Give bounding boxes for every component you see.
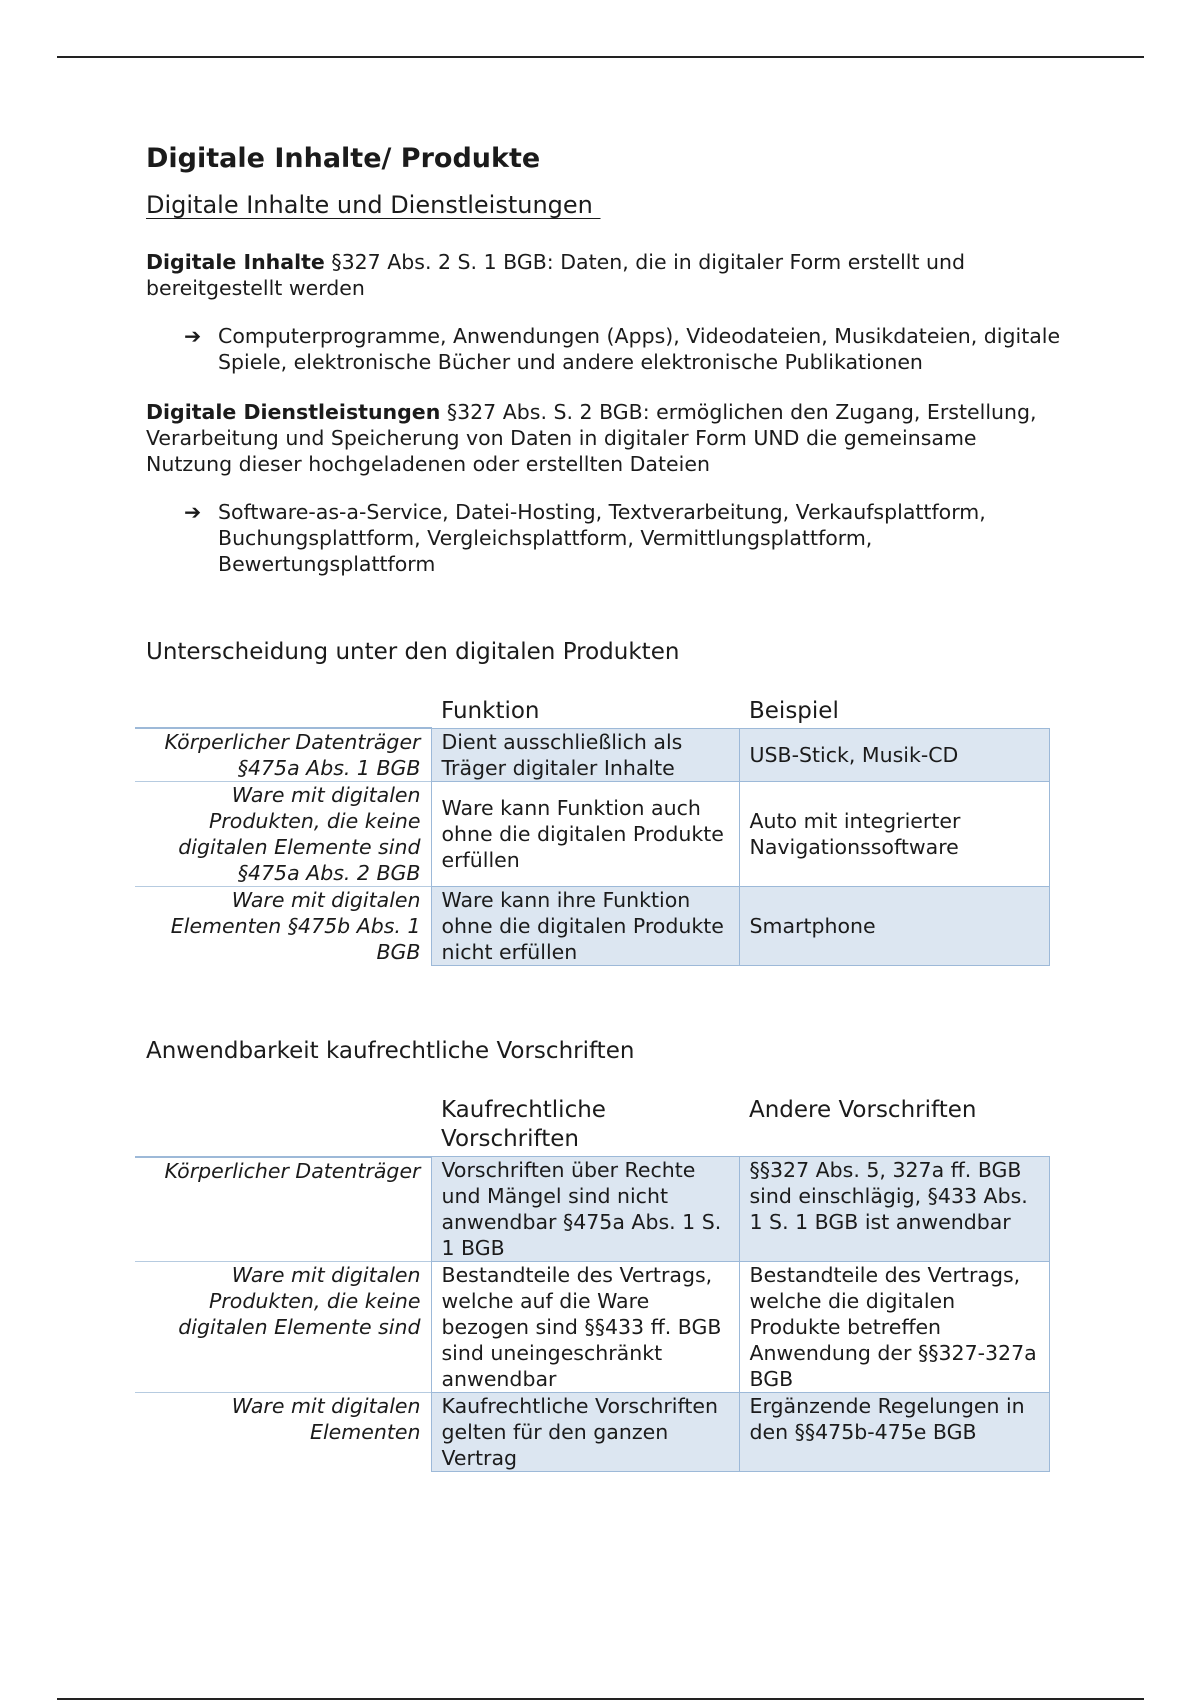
table-row: [135, 728, 1049, 782]
cell-beispiel: Auto mit integrierter Navigationssoftware: [739, 782, 1049, 887]
section-subtitle: Digitale Inhalte und Dienstleistungen: [146, 191, 601, 220]
header-rule: [57, 56, 1144, 58]
examples-text: Software-as-a-Service, Datei-Hosting, Textverarbeitung, Verkaufsplattform, Buchungsplattform, Vergleichsplattform, Vermittlungsplattform, Bewertungsplattform: [218, 500, 986, 577]
digitale-inhalte-examples: [146, 323, 1066, 375]
cell-andere: Ergänzende Regelungen in den §§475b-475e BGB: [739, 1393, 1049, 1472]
cell-beispiel: Smartphone: [739, 887, 1049, 966]
table-row: [135, 782, 1049, 887]
digitale-inhalte-paragraph: [146, 249, 1066, 301]
cell-kaufrechtliche: Vorschriften über Rechte und Mängel sind nicht anwendbar §475a Abs. 1 S. 1 BGB: [431, 1157, 739, 1262]
header-beispiel: Beispiel: [749, 697, 839, 724]
digitale-dienstleistungen-paragraph: [146, 399, 1066, 477]
table-row: [135, 1157, 1049, 1262]
header-kaufrechtliche: Kaufrechtliche Vorschriften: [441, 1097, 606, 1153]
header-empty: [135, 697, 431, 729]
row-label: Ware mit digitalen Elementen: [135, 1393, 431, 1472]
arrow-icon: ➔: [184, 324, 202, 349]
row-label: Ware mit digitalen Produkten, die keine digitalen Elemente sind §475a Abs. 2 BGB: [135, 782, 431, 887]
cell-funktion: Ware kann Funktion auch ohne die digitalen Produkte erfüllen: [431, 782, 739, 887]
section-heading-anwendbarkeit: Anwendbarkeit kaufrechtliche Vorschriften: [146, 1038, 635, 1065]
header-funktion: Funktion: [441, 697, 540, 724]
cell-andere: §§327 Abs. 5, 327a ff. BGB sind einschlägig, §433 Abs. 1 S. 1 BGB ist anwendbar: [739, 1157, 1049, 1262]
row-label: Körperlicher Datenträger §475a Abs. 1 BGB: [135, 728, 431, 782]
digitale-dienstleistungen-term: Digitale Dienstleistungen: [146, 400, 441, 425]
header-andere: Andere Vorschriften: [749, 1097, 977, 1124]
row-label: Ware mit digitalen Elementen §475b Abs. 1 BGB: [135, 887, 431, 966]
section-heading-unterscheidung: Unterscheidung unter den digitalen Produkten: [146, 639, 680, 666]
row-label: Ware mit digitalen Produkten, die keine digitalen Elemente sind: [135, 1262, 431, 1393]
digitale-inhalte-definition: §327 Abs. 2 S. 1 BGB: Daten, die in digitaler Form erstellt und bereitgestellt werden: [146, 250, 966, 301]
table-header-row: [135, 697, 1049, 729]
cell-beispiel: USB-Stick, Musik-CD: [739, 728, 1049, 782]
cell-andere: Bestandteile des Vertrags, welche die digitalen Produkte betreffen Anwendung der §§327-327a BGB: [739, 1262, 1049, 1393]
table-row: [135, 887, 1049, 966]
unterscheidung-table: [135, 697, 1050, 967]
arrow-icon: ➔: [184, 500, 202, 525]
row-label: Körperlicher Datenträger: [135, 1157, 431, 1262]
table-header-row: [135, 1096, 1049, 1157]
document-body: [146, 143, 1066, 1472]
digitale-dienstleistungen-examples: [146, 499, 1066, 577]
table-row: [135, 1262, 1049, 1393]
page-title: Digitale Inhalte/ Produkte: [146, 143, 541, 174]
anwendbarkeit-table: [135, 1096, 1050, 1472]
digitale-inhalte-term: Digitale Inhalte: [146, 250, 325, 275]
table-row: [135, 1393, 1049, 1472]
cell-funktion: Ware kann ihre Funktion ohne die digitalen Produkte nicht erfüllen: [431, 887, 739, 966]
header-empty: [135, 1096, 431, 1157]
cell-kaufrechtliche: Kaufrechtliche Vorschriften gelten für den ganzen Vertrag: [431, 1393, 739, 1472]
examples-text: Computerprogramme, Anwendungen (Apps), Videodateien, Musikdateien, digitale Spiele, elektronische Bücher und andere elektronische Publikationen: [218, 324, 1061, 375]
digitale-dienstleistungen-definition: §327 Abs. S. 2 BGB: ermöglichen den Zugang, Erstellung, Verarbeitung und Speicherung von Daten in digitaler Form UND die gemeinsame Nutzung dieser hochgeladenen oder erstellten Dateien: [146, 400, 1037, 477]
cell-kaufrechtliche: Bestandteile des Vertrags, welche auf die Ware bezogen sind §§433 ff. BGB sind uneingeschränkt anwendbar: [431, 1262, 739, 1393]
cell-funktion: Dient ausschließlich als Träger digitaler Inhalte: [431, 728, 739, 782]
